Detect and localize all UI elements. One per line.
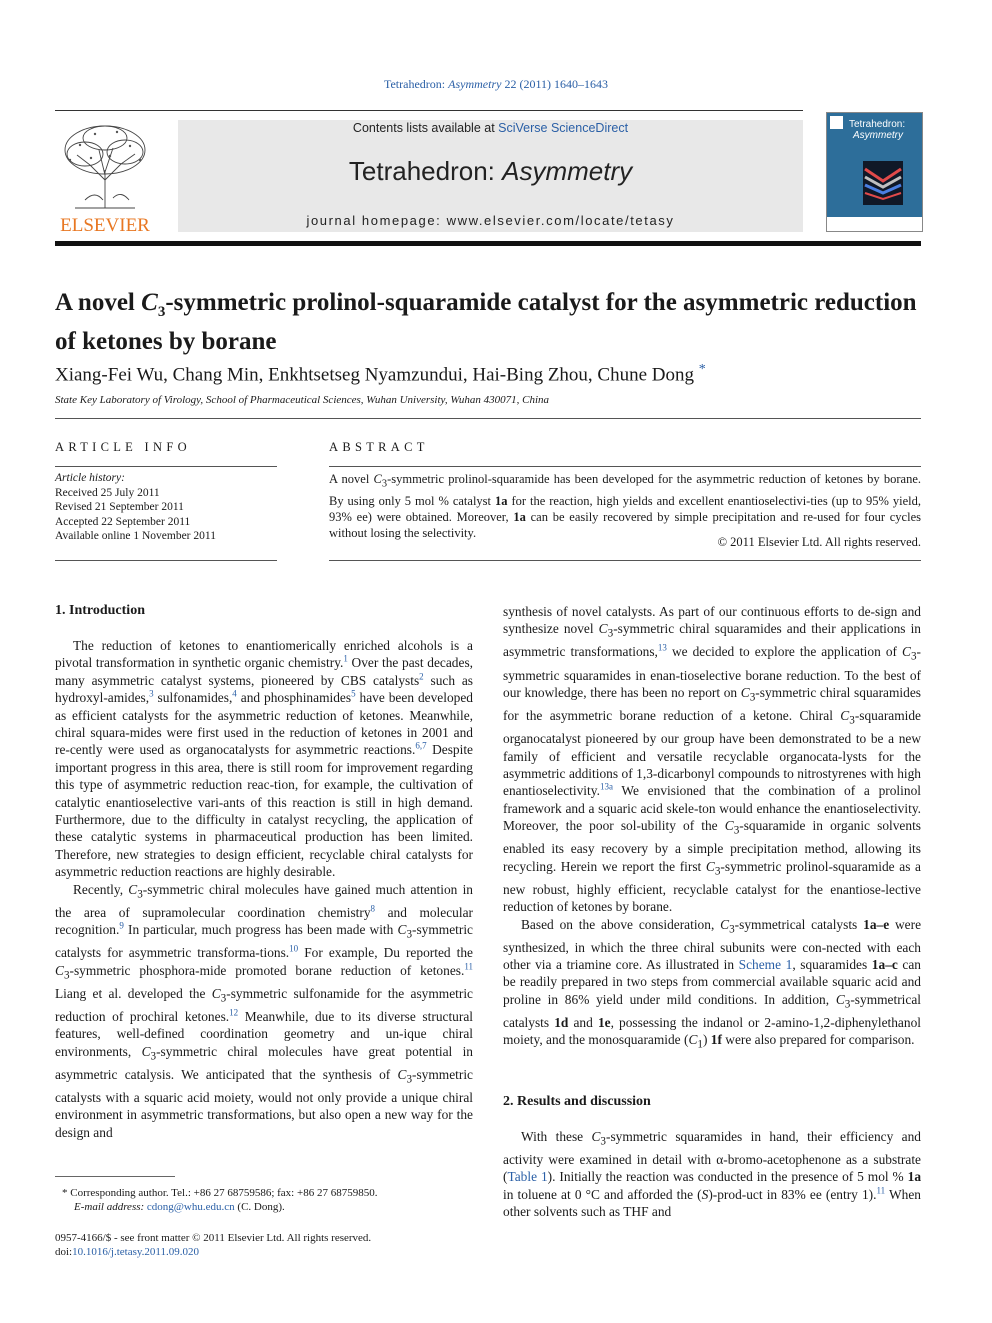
tree-icon (55, 120, 155, 210)
results-text (503, 1128, 921, 1221)
left-column-text (55, 637, 473, 1141)
footnote-corresponding: * Corresponding author. Tel.: +86 27 68759586; fax: +86 27 68759850. E-mail address: cdong@whu.edu.cn (C. Dong). (62, 1187, 378, 1213)
publisher-wordmark: ELSEVIER (60, 215, 150, 236)
corresponding-author-mark[interactable]: * (698, 362, 706, 377)
abstract-heading: ABSTRACT (329, 440, 429, 454)
journal-homepage: journal homepage: www.elsevier.com/locate/tetasy (306, 213, 675, 228)
abstract-rule-top (329, 466, 921, 467)
cover-logo-icon (830, 116, 843, 129)
paragraph: Recently, $C_3$-symmetric chiral molecules have gained much attention in the area of supramolecular coordination chemistry$^8$ and molecular recognition.$^9$ In particular, much progress has been made with $C_3$-symmetric catalysts for asymmetric transforma-tions.$^{10}$ For example, Du reported the $C_3$-symmetric phosphora-mide promoted borane reduction of ketones.$^{11}$ Liang et al. developed the $C_3$-symmetric sulfonamide for the asymmetric reduction of prochiral ketones.$^{12}$ Meanwhile, due to its diverse structural features, well-defined coordination geometry and un-ique chiral environments, $C_3$-symmetric chiral molecules have great potential in asymmetric catalysis. We anticipated that the synthesis of $C_3$-symmetric catalysts with a squaric acid moiety, would not only provide a unique chiral environment in asymmetric transformations, but also open a new way for the design and (55, 881, 474, 1140)
footnote-rule (55, 1176, 175, 1177)
paragraph: synthesis of novel catalysts. As part of our continuous efforts to de-sign and synthesize novel $C_3$-symmetric chiral squaramides and their applications in asymmetric transformations,$^{13}$ we decided to explore the application of $C_3$-symmetric squaramides in enan-tioselective borane reduction. To the best of our knowledge, there has been no report on $C_3$-symmetric chiral squaramides for the asymmetric borane reduction of a ketone. Chiral $C_3$-squaramide organocatalyst pioneered by our group have been demonstrated to be a new family of efficient and versatile recyclable organocata-lysts for the asymmetric additions of 1,3-dicarbonyl compounds to nitrostyrenes with high enantioselectivity.$^{13a}$ We envisioned that the combination of a prolinol framework and a squaric acid skele-ton would enhance the enantioselectivity. Moreover, the poor sol-ubility of the $C_3$-squaramide in organic solvents enabled its easy recovery by a simple precipitation method, allowing its recycling. Herein we report the first $C_3$-symmetric prolinol-squaramide as a new robust, highly efficient, recyclable catalyst for the enantiose-lective reduction of ketones by borane. (503, 604, 921, 915)
section-heading-results: 2. Results and discussion (503, 1094, 651, 1109)
cover-title: Tetrahedron: Asymmetry (849, 119, 906, 141)
abstract-text: A novel $C_3$-symmetric prolinol-squaramide has been developed for the asymmetric reduction of ketones by borane. By using only 5 mol % catalyst 1a for the reaction, high yields and excellent enantioselectivi-ties (up to 95% yield, 93% ee) were obtained. Moreover, 1a can be easily recovered by simple precipitation and re-used for four cycles without losing the selectivity. (329, 472, 921, 540)
journal-masthead (178, 120, 803, 232)
homepage-link[interactable]: www.elsevier.com/locate/tetasy (446, 213, 675, 228)
info-rule-bottom (55, 560, 277, 561)
article-title: A novel $C_3$-symmetric prolinol-squaramide catalyst for the asymmetric reduction of ketones by borane (55, 289, 917, 355)
author-list: Xiang-Fei Wu, Chang Min, Enkhtsetseg Nyamzundui, Hai-Bing Zhou, Chune Dong * (55, 362, 706, 386)
journal-citation: Tetrahedron: Asymmetry 22 (2011) 1640–1643 (383, 77, 608, 91)
scheme-1-link[interactable]: Scheme 1 (738, 957, 793, 973)
cover-footer (827, 217, 922, 231)
journal-cover (826, 112, 923, 232)
copyright: © 2011 Elsevier Ltd. All rights reserved. (717, 535, 921, 549)
affiliation-rule (55, 418, 921, 419)
sciencedirect-link[interactable]: SciVerse ScienceDirect (498, 121, 629, 135)
footnote-issn: 0957-4166/$ - see front matter © 2011 Elsevier Ltd. All rights reserved. doi:10.1016/j.tetasy.2011.09.020 (55, 1232, 372, 1258)
doi-link[interactable]: 10.1016/j.tetasy.2011.09.020 (72, 1246, 200, 1258)
article-info-heading: ARTICLE INFO (55, 440, 191, 454)
affiliation: State Key Laboratory of Virology, School of Pharmaceutical Sciences, Wuhan University, Wuhan 430071, China (55, 394, 550, 406)
section-heading-introduction: 1. Introduction (55, 603, 145, 618)
contents-line: Contents lists available at SciVerse ScienceDirect (352, 121, 629, 135)
article-history: Article history: Received 25 July 2011 Revised 21 September 2011 Accepted 22 September 2011 Available online 1 November 2011 (55, 472, 216, 542)
publisher-logo (55, 120, 155, 236)
journal-title: Tetrahedron: Asymmetry (348, 156, 633, 186)
paragraph: Based on the above consideration, $C_3$-symmetrical catalysts 1a–e were synthesized, in which the three chiral subunits were con-nected with each other via a triamine core. As illustrated in Scheme 1, squaramides 1a–c can be readily prepared in two steps from commercial available squaric acid and proline in 86% yield under mild conditions. In addition, $C_3$-symmetrical catalysts 1d and 1e, possessing the indanol or 2-amino-1,2-diphenylethanol moiety, and the monosquaramide $(C_1)$ 1f were also prepared for comparison. (503, 916, 922, 1051)
cover-image (863, 161, 903, 205)
right-column-text (503, 603, 921, 1054)
email-link[interactable]: cdong@whu.edu.cn (146, 1201, 235, 1213)
header-rule (55, 110, 803, 111)
cover-graphic-icon (863, 161, 903, 205)
paragraph: The reduction of ketones to enantiomerically enriched alcohols is a pivotal transformation in synthetic organic chemistry.$^1$ Over the past decades, many asymmetric catalyst systems, pioneered by CBS catalysts$^2$ such as hydroxyl-amides,$^3$ sulfonamides,$^4$ and phosphinamides$^5$ have been developed as efficient catalysts for the asymmetric reduction of ketones. Meanwhile, chiral squara-mides were first used in the reduction of ketones in 2001 and re-cently were used as organocatalysts for asymmetric reactions.$^{6,7}$ Despite important progress in this area, there is still room for improvement regarding this type of asymmetric reduction reac-tion, for example, the cultivation of catalytic enantioselective vari-ants of this reaction is still in high demand. Furthermore, due to the difficulty in catalyst recycling, the application of these catalytic systems in pharmaceutical production has been limited. Therefore, new strategies to design efficient, recyclable chiral catalysts for asymmetric reduction reactions are highly desirable. (55, 638, 474, 880)
abstract-rule-bottom (329, 560, 921, 561)
table-1-link[interactable]: Table 1 (507, 1169, 548, 1185)
paragraph: With these $C_3$-symmetric squaramides in hand, their efficiency and activity were examined in detail with α-bromo-acetophenone as a substrate (Table 1). Initially the reaction was conducted in the presence of 5 mol % 1a in toluene at 0 °C and afforded the (S)-prod-uct in 83% ee (entry 1).$^{11}$ When other solvents such as THF and (503, 1129, 922, 1220)
masthead-rule (55, 241, 921, 246)
info-rule-top (55, 466, 277, 467)
